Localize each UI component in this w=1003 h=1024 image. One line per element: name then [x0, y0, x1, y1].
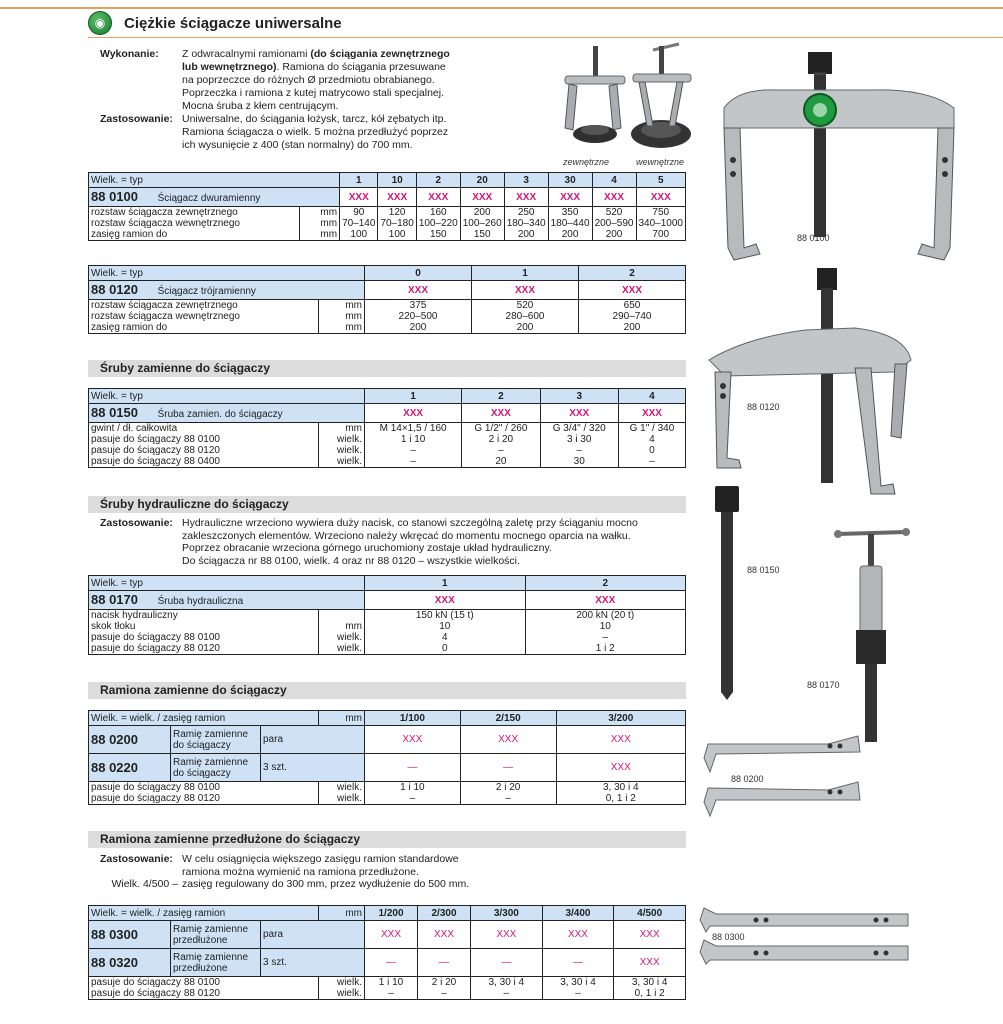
cell: 250 — [504, 207, 548, 219]
table-row — [89, 610, 686, 622]
row-label: rozstaw ściągacza wewnętrznego — [89, 218, 300, 229]
size-col: 4 — [618, 389, 685, 404]
size-header-label: Wielk. = typ — [89, 173, 340, 188]
row-unit: mm — [319, 621, 365, 632]
size-header-label: Wielk. = wielk. / zasięg ramion — [89, 711, 319, 726]
product-name-line: Ramię zamienne — [173, 951, 249, 963]
cell: 200–590 — [592, 218, 636, 229]
external-internal-mode-illustration — [555, 42, 695, 158]
cell: – — [460, 793, 556, 805]
size-col: 2 — [416, 173, 460, 188]
cell: 280–600 — [472, 311, 579, 322]
cell: 90 — [340, 207, 378, 219]
cell: 750 — [636, 207, 686, 219]
row-label: pasuje do ściągaczy 88 0400 — [89, 456, 319, 468]
cell: – — [618, 456, 685, 468]
figure-label: 88 0200 — [731, 774, 764, 784]
table-row — [89, 456, 686, 468]
price-cell: XXX — [579, 281, 686, 300]
product-code: 88 0150 — [91, 404, 138, 420]
table-row — [89, 311, 686, 322]
wykonanie-line: na poprzeczce do różnych Ø przedmiotu obrabianego. — [182, 74, 435, 86]
product-name-line: Ramię zamienne — [173, 756, 249, 768]
cell: 150 — [460, 229, 504, 241]
row-unit: mm — [319, 423, 365, 435]
size-header-unit: mm — [319, 906, 365, 921]
cell: 200 — [504, 229, 548, 241]
cell: 2 i 20 — [418, 977, 471, 989]
table-880170 — [88, 575, 686, 655]
cell: 200 — [548, 229, 592, 241]
cell: 650 — [579, 300, 686, 312]
row-unit: mm — [300, 207, 340, 219]
size-col: 30 — [548, 173, 592, 188]
section-title: Śruby hydrauliczne do ściągaczy — [88, 496, 686, 513]
product-code: 88 0320 — [89, 949, 171, 977]
table-row — [89, 218, 686, 229]
product-code: 88 0120 — [91, 281, 138, 297]
table-880100 — [88, 172, 686, 241]
text-line: Hydrauliczne wrzeciono wywiera duży nacisk, co stanowi szczególną zaletę przy ściąganiu mocno — [182, 517, 638, 529]
cell: 150 — [416, 229, 460, 241]
size-col: 2/150 — [460, 711, 556, 726]
intro-block — [100, 48, 480, 152]
product-unit: para — [261, 726, 365, 754]
row-unit — [319, 610, 365, 622]
hydraulic-text — [182, 517, 638, 567]
cell: 1 i 10 — [365, 434, 462, 445]
price-cell: XXX — [365, 726, 461, 754]
cell: 1 i 10 — [365, 977, 418, 989]
cell: – — [471, 988, 543, 1000]
price-cell: XXX — [365, 591, 526, 610]
cell: 1 i 2 — [525, 643, 686, 655]
cell: 30 — [540, 456, 618, 468]
product-unit: para — [261, 921, 365, 949]
row-unit: wielk. — [319, 643, 365, 655]
cell: M 14×1,5 / 160 — [365, 423, 462, 435]
cell: 200 — [579, 322, 686, 334]
table-880200 — [88, 710, 686, 805]
cell: G 1" / 340 — [618, 423, 685, 435]
cell: 0, 1 i 2 — [556, 793, 685, 805]
price-cell: XXX — [636, 188, 686, 207]
cell: 3, 30 i 4 — [614, 977, 686, 989]
size-header-label: Wielk. = typ — [89, 389, 365, 404]
table-row — [89, 445, 686, 456]
section-title: Śruby zamienne do ściągaczy — [88, 360, 686, 377]
product-name-line: Ramię zamienne — [173, 728, 249, 740]
cell: – — [365, 988, 418, 1000]
text-line: Do ściągacza nr 88 0100, wielk. 4 oraz nr 88 0120 – wszystkie wielkości. — [182, 554, 520, 567]
text-line: ramiona można wymienić na ramiona przedłużone. — [182, 865, 419, 878]
cell: – — [540, 445, 618, 456]
size-note-label: Wielk. 4/500 – — [111, 878, 178, 890]
size-header-label: Wielk. = typ — [89, 576, 365, 591]
cell: 3, 30 i 4 — [471, 977, 543, 989]
row-unit: wielk. — [319, 988, 365, 1000]
product-cell — [89, 281, 365, 300]
figure-label: 88 0150 — [747, 565, 780, 575]
size-col: 5 — [636, 173, 686, 188]
cell: 220–500 — [365, 311, 472, 322]
product-name: Śruba zamien. do ściągaczy — [157, 408, 283, 420]
price-cell: XXX — [592, 188, 636, 207]
row-label: rozstaw ściągacza zewnętrznego — [89, 207, 300, 219]
cell: 520 — [592, 207, 636, 219]
product-name-line: przedłużone — [173, 934, 228, 946]
row-label: skok tłoku — [89, 621, 319, 632]
zastosowanie-label: Zastosowanie: — [100, 113, 173, 125]
price-cell: XXX — [556, 726, 685, 754]
row-unit: mm — [300, 218, 340, 229]
price-cell: XXX — [548, 188, 592, 207]
price-cell: XXX — [556, 754, 685, 782]
size-col: 20 — [460, 173, 504, 188]
price-cell: — — [365, 754, 461, 782]
cell: 3, 30 i 4 — [556, 782, 685, 794]
table-row — [89, 621, 686, 632]
product-code: 88 0220 — [89, 754, 171, 782]
table-row — [89, 643, 686, 655]
size-col: 1/100 — [365, 711, 461, 726]
product-unit: 3 szt. — [261, 754, 365, 782]
cell: 200 — [460, 207, 504, 219]
cell: 70–140 — [340, 218, 378, 229]
cell: 200 — [365, 322, 472, 334]
row-unit: wielk. — [319, 782, 365, 794]
row-label: zasięg ramion do — [89, 322, 319, 334]
size-col: 3/400 — [542, 906, 614, 921]
two-arm-puller-illustration — [718, 48, 963, 263]
zastosowanie-text — [182, 113, 480, 152]
page-header — [88, 10, 342, 36]
table-row — [89, 207, 686, 219]
size-col: 4 — [592, 173, 636, 188]
table-row — [89, 322, 686, 334]
row-label: pasuje do ściągaczy 88 0100 — [89, 632, 319, 643]
globe-logo-icon: ◉ — [88, 11, 112, 35]
extended-arms-text — [182, 853, 459, 878]
row-unit: mm — [319, 322, 365, 334]
size-header-label: Wielk. = wielk. / zasięg ramion — [89, 906, 319, 921]
cell: G 1/2" / 260 — [462, 423, 540, 435]
product-name — [171, 754, 261, 782]
cell: 150 kN (15 t) — [365, 610, 526, 622]
size-col: 2/300 — [418, 906, 471, 921]
size-col: 0 — [365, 266, 472, 281]
price-cell: XXX — [618, 404, 685, 423]
cell: 100 — [378, 229, 416, 241]
cell: G 3/4" / 320 — [540, 423, 618, 435]
row-unit: wielk. — [319, 434, 365, 445]
price-cell: XXX — [471, 921, 543, 949]
cell: 100–220 — [416, 218, 460, 229]
cell: – — [418, 988, 471, 1000]
price-cell: XXX — [542, 921, 614, 949]
size-col: 3 — [540, 389, 618, 404]
cell: 2 i 20 — [460, 782, 556, 794]
price-cell: XXX — [460, 726, 556, 754]
size-col: 1/200 — [365, 906, 418, 921]
price-cell: XXX — [365, 281, 472, 300]
figure-label: 88 0100 — [797, 233, 830, 243]
spindle-screw-illustration — [712, 486, 742, 702]
price-cell: XXX — [340, 188, 378, 207]
wykonanie-label: Wykonanie: — [100, 48, 159, 60]
product-code: 88 0170 — [91, 591, 138, 607]
product-cell — [89, 404, 365, 423]
size-col: 3/200 — [556, 711, 685, 726]
row-label: nacisk hydrauliczny — [89, 610, 319, 622]
cell: 375 — [365, 300, 472, 312]
cell: 200 — [592, 229, 636, 241]
cell: 100–260 — [460, 218, 504, 229]
row-unit: wielk. — [319, 456, 365, 468]
size-col: 2 — [579, 266, 686, 281]
product-name: Ściągacz dwuramienny — [157, 192, 261, 204]
price-cell: — — [460, 754, 556, 782]
section-title: Ramiona zamienne przedłużone do ściągaczy — [88, 831, 686, 848]
table-row — [89, 300, 686, 312]
cell: 20 — [462, 456, 540, 468]
table-row — [89, 423, 686, 435]
cell: 290–740 — [579, 311, 686, 322]
section-title: Ramiona zamienne do ściągaczy — [88, 682, 686, 699]
zastosowanie-label: Zastosowanie: — [100, 853, 173, 865]
text-line: Poprzez obracanie wrzeciona górnego uruchomiony zostaje układ hydrauliczny. — [182, 542, 552, 554]
row-label: pasuje do ściągaczy 88 0100 — [89, 977, 319, 989]
cell: 120 — [378, 207, 416, 219]
wykonanie-line: lub wewnętrznego). Ramiona do ściągania przesuwane — [182, 61, 446, 73]
size-col: 2 — [462, 389, 540, 404]
caption-internal: wewnętrzne — [636, 157, 685, 167]
cell: 70–180 — [378, 218, 416, 229]
table-row — [89, 434, 686, 445]
table-880300 — [88, 905, 686, 1000]
cell: – — [525, 632, 686, 643]
cell: 10 — [525, 621, 686, 632]
size-col: 1 — [365, 576, 526, 591]
text-line: zasięg regulowany do 300 mm, przez wydłużenie do 500 mm. — [182, 878, 470, 890]
size-col: 10 — [378, 173, 416, 188]
cell: 4 — [618, 434, 685, 445]
zastosowanie-label: Zastosowanie: — [100, 517, 173, 529]
row-label: rozstaw ściągacza zewnętrznego — [89, 300, 319, 312]
size-col: 4/500 — [614, 906, 686, 921]
table-880150 — [88, 388, 686, 468]
cell: 10 — [365, 621, 526, 632]
caption-external: zewnętrzne — [563, 157, 610, 167]
cell: 700 — [636, 229, 686, 241]
table-row — [89, 229, 686, 241]
price-cell: — — [418, 949, 471, 977]
row-unit: wielk. — [319, 977, 365, 989]
row-unit: mm — [300, 229, 340, 241]
cell: 4 — [365, 632, 526, 643]
product-name-line: do ściągaczy — [173, 767, 231, 779]
replacement-arms-illustration — [698, 732, 868, 818]
row-label: pasuje do ściągaczy 88 0100 — [89, 782, 319, 794]
cell: 340–1000 — [636, 218, 686, 229]
product-name-line: do ściągaczy — [173, 739, 231, 751]
product-code: 88 0200 — [89, 726, 171, 754]
price-cell: XXX — [460, 188, 504, 207]
row-label: zasięg ramion do — [89, 229, 300, 241]
price-cell: XXX — [525, 591, 686, 610]
top-rule — [0, 7, 1003, 9]
price-cell: XXX — [614, 921, 686, 949]
cell: – — [365, 445, 462, 456]
zastosowanie-line: Uniwersalne, do ściągania łożysk, tarcz, kół zębatych itp. — [182, 113, 447, 125]
product-code: 88 0300 — [89, 921, 171, 949]
table-row — [89, 632, 686, 643]
hydraulic-description — [100, 517, 638, 567]
extended-arms-description — [100, 853, 469, 891]
hydraulic-screw-illustration — [832, 526, 912, 746]
size-col: 1 — [340, 173, 378, 188]
table-row — [89, 782, 686, 794]
cell: – — [365, 793, 461, 805]
size-col: 3/300 — [471, 906, 543, 921]
cell: 3, 30 i 4 — [542, 977, 614, 989]
wykonanie-line: Poprzeczka i ramiona z kutej matrycowo stali specjalnej. — [182, 87, 445, 99]
table-880120 — [88, 265, 686, 334]
row-label: pasuje do ściągaczy 88 0120 — [89, 793, 319, 805]
product-name — [171, 949, 261, 977]
row-label: pasuje do ściągaczy 88 0100 — [89, 434, 319, 445]
zastosowanie-line: ich wysunięcie z 400 (stan normalny) do 700 mm. — [182, 139, 413, 151]
header-rule — [88, 37, 1003, 38]
product-name — [171, 726, 261, 754]
product-name: Ściągacz trójramienny — [157, 285, 256, 297]
price-cell: XXX — [418, 921, 471, 949]
figure-label: 88 0300 — [712, 932, 745, 942]
product-unit: 3 szt. — [261, 949, 365, 977]
price-cell: XXX — [614, 949, 686, 977]
wykonanie-text — [182, 48, 480, 113]
row-unit: wielk. — [319, 793, 365, 805]
cell: 180–440 — [548, 218, 592, 229]
cell: 0 — [365, 643, 526, 655]
price-cell: — — [471, 949, 543, 977]
row-label: pasuje do ściągaczy 88 0120 — [89, 988, 319, 1000]
size-header-label: Wielk. = typ — [89, 266, 365, 281]
cell: – — [462, 445, 540, 456]
price-cell: — — [542, 949, 614, 977]
product-name-line: przedłużone — [173, 962, 228, 974]
table-row — [89, 988, 686, 1000]
size-col: 3 — [504, 173, 548, 188]
row-unit: wielk. — [319, 445, 365, 456]
cell: 200 kN (20 t) — [525, 610, 686, 622]
price-cell: XXX — [504, 188, 548, 207]
text-line: W celu osiągnięcia większego zasięgu ramion standardowe — [182, 853, 459, 865]
row-label: pasuje do ściągaczy 88 0120 — [89, 643, 319, 655]
table-row — [89, 793, 686, 805]
text-line: zakleszczonych elementów. Wrzeciono należy wkręcać do momentu mocnego oparcia na wałku. — [182, 529, 631, 542]
product-cell — [89, 591, 365, 610]
row-label: pasuje do ściągaczy 88 0120 — [89, 445, 319, 456]
price-cell: XXX — [540, 404, 618, 423]
size-col: 1 — [365, 389, 462, 404]
price-cell: XXX — [472, 281, 579, 300]
cell: 1 i 10 — [365, 782, 461, 794]
zastosowanie-line: Ramiona ściągacza o wielk. 5 można przedłużyć poprzez — [182, 126, 449, 138]
price-cell: XXX — [416, 188, 460, 207]
product-code: 88 0100 — [91, 188, 138, 204]
row-unit: mm — [319, 300, 365, 312]
product-cell — [89, 188, 340, 207]
cell: 160 — [416, 207, 460, 219]
wykonanie-line: Mocna śruba z kłem centrującym. — [182, 100, 339, 112]
cell: 520 — [472, 300, 579, 312]
price-cell: XXX — [378, 188, 416, 207]
product-name — [171, 921, 261, 949]
figure-label: 88 0120 — [747, 402, 780, 412]
price-cell: XXX — [365, 921, 418, 949]
row-unit: mm — [319, 311, 365, 322]
three-arm-puller-illustration — [705, 268, 915, 496]
figure-label: 88 0170 — [807, 680, 840, 690]
price-cell: — — [365, 949, 418, 977]
cell: 180–340 — [504, 218, 548, 229]
size-header-unit: mm — [319, 711, 365, 726]
price-cell: XXX — [365, 404, 462, 423]
cell: 0, 1 i 2 — [614, 988, 686, 1000]
price-cell: XXX — [462, 404, 540, 423]
cell: – — [365, 456, 462, 468]
size-col: 2 — [525, 576, 686, 591]
product-name-line: Ramię zamienne — [173, 923, 249, 935]
cell: 200 — [472, 322, 579, 334]
wykonanie-line: Z odwracalnymi ramionami (do ściągania zewnętrznego — [182, 48, 450, 60]
cell: 2 i 20 — [462, 434, 540, 445]
row-label: rozstaw ściągacza wewnętrznego — [89, 311, 319, 322]
cell: – — [542, 988, 614, 1000]
page-title: Ciężkie ściągacze uniwersalne — [124, 14, 342, 32]
cell: 3 i 30 — [540, 434, 618, 445]
cell: 350 — [548, 207, 592, 219]
cell: 0 — [618, 445, 685, 456]
size-col: 1 — [472, 266, 579, 281]
product-name: Śruba hydrauliczna — [157, 595, 244, 607]
cell: 100 — [340, 229, 378, 241]
table-row — [89, 977, 686, 989]
row-label: gwint / dł. całkowita — [89, 423, 319, 435]
row-unit: wielk. — [319, 632, 365, 643]
